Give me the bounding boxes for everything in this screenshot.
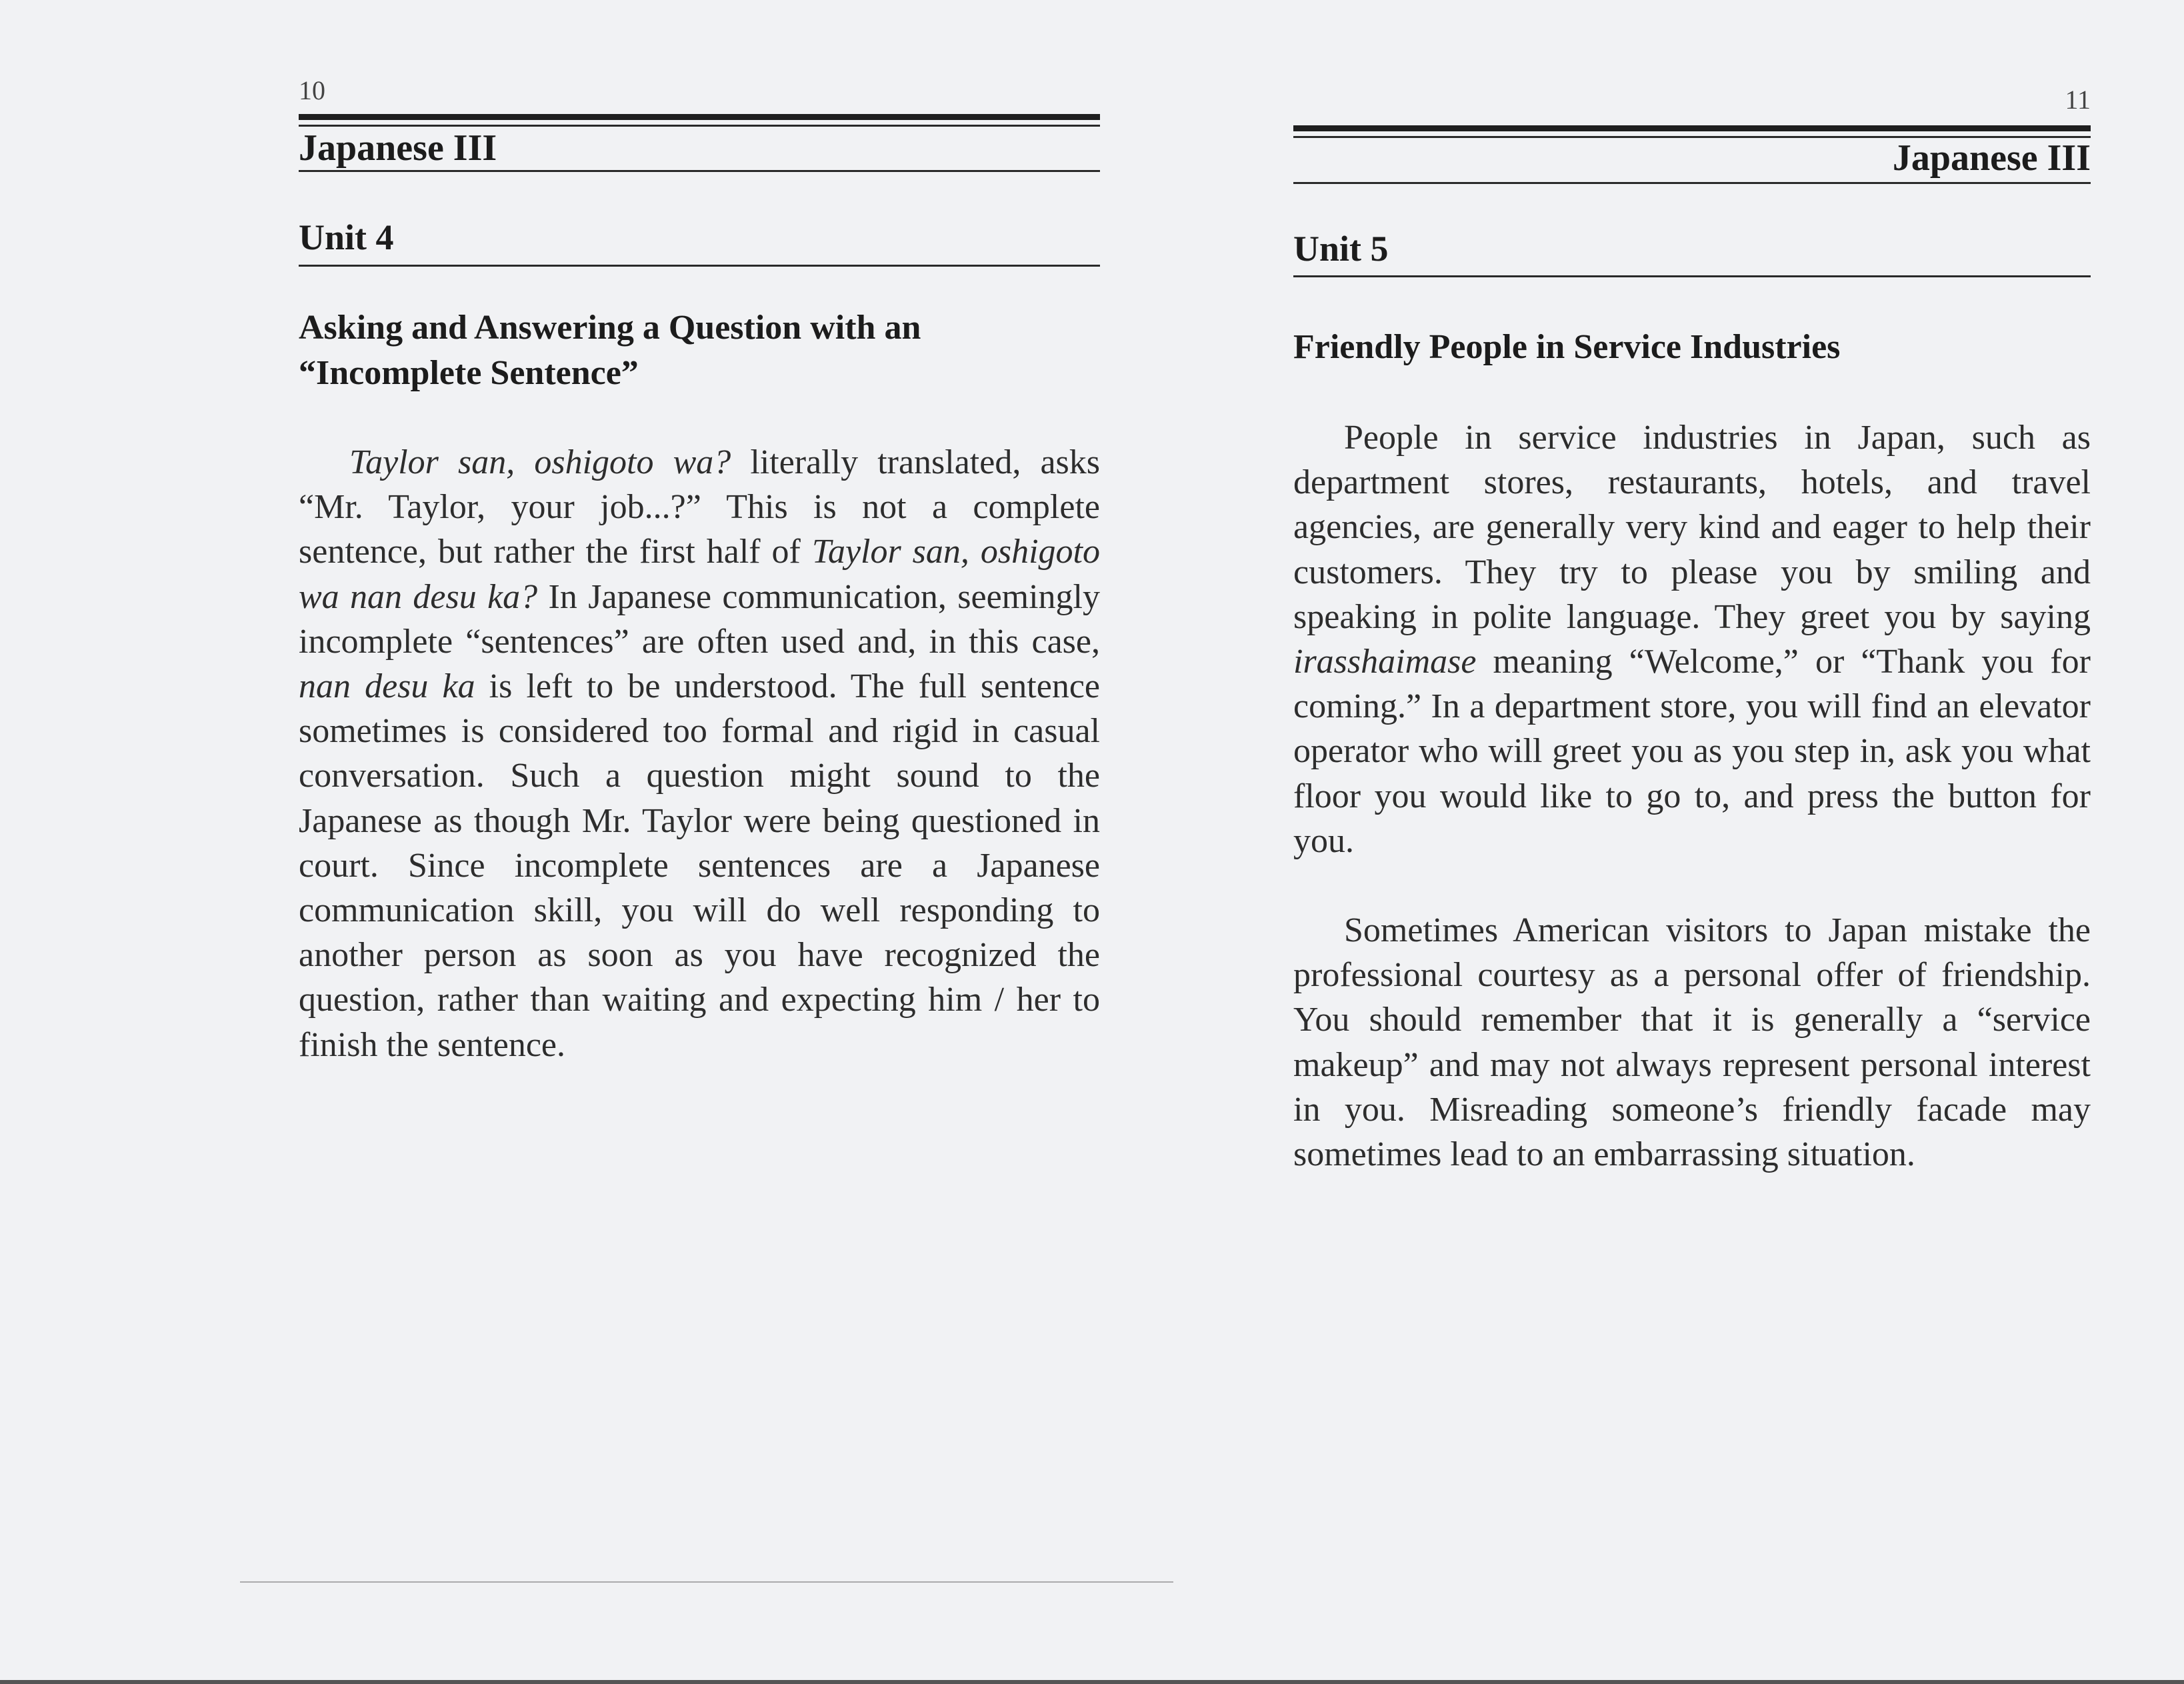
body-paragraph	[299, 440, 1100, 1067]
page-number: 11	[2065, 85, 2091, 115]
section-title	[299, 305, 1100, 396]
paragraph-text: literally translated, asks “Mr. Taylor, your job...?” This is not a complete sentence, but rather the first half of	[299, 443, 1100, 571]
section-title: Friendly People in Service Industries	[1293, 328, 1841, 366]
paragraph-text: In Japanese communication, seemingly incomplete “sentences” are often used and, in this case,	[299, 577, 1100, 661]
body-paragraph	[1293, 415, 2091, 863]
running-head: Japanese III	[299, 127, 497, 169]
italic-phrase: nan desu ka	[299, 667, 475, 706]
section-title-line: “Incomplete Sentence”	[299, 354, 639, 392]
italic-phrase: Taylor san, oshigoto wa?	[349, 443, 731, 481]
paragraph-text: meaning “Welcome,” or “Thank you for coming.” In a department store, you will find an elevator operator who will greet you as you step in, ask you what floor you would like to go to, and press the button for you.	[1293, 643, 2091, 860]
footer-rule	[240, 1581, 1173, 1583]
italic-phrase: Taylor san, oshigoto wa nan desu ka?	[299, 533, 1100, 616]
header-rule-thick	[299, 114, 1100, 120]
running-head-underline	[1293, 182, 2091, 184]
header-rule-thick	[1293, 125, 2091, 131]
body-paragraph: Sometimes American visitors to Japan mistake the professional courtesy as a personal offer of friendship. You should remember that it is generally a “service makeup” and may not always represent personal interest in you. Misreading someone’s friendly facade may sometimes lead to an embarrassing situation.	[1293, 911, 2091, 1174]
running-head: Japanese III	[1892, 137, 2091, 179]
running-head-underline	[299, 170, 1100, 172]
section-title-line: Asking and Answering a Question with an	[299, 309, 921, 347]
unit-underline	[299, 265, 1100, 267]
unit-title: Unit 4	[299, 217, 394, 257]
unit-title: Unit 5	[1293, 229, 1389, 269]
unit-underline	[1293, 275, 2091, 277]
italic-phrase: irasshaimase	[1293, 643, 1477, 681]
paragraph-text: People in service industries in Japan, such as department stores, restaurants, hotels, and travel agencies, are generally very kind and eager to help their customers. They try to please you by smiling and speaking in polite language. They greet you by saying	[1293, 419, 2091, 636]
page-number: 10	[299, 75, 325, 105]
paragraph-text: is left to be understood. The full sentence sometimes is considered too formal and rigid in casual conversation. Such a question might sound to the Japanese as though Mr. Taylor were being questioned in court. Since incomplete sentences are a Japanese communication skill, you will do well responding to another person as soon as you have recognized the question, rather than waiting and expecting him / her to finish the sentence.	[299, 667, 1100, 1064]
page-bottom-edge	[0, 1680, 2184, 1684]
